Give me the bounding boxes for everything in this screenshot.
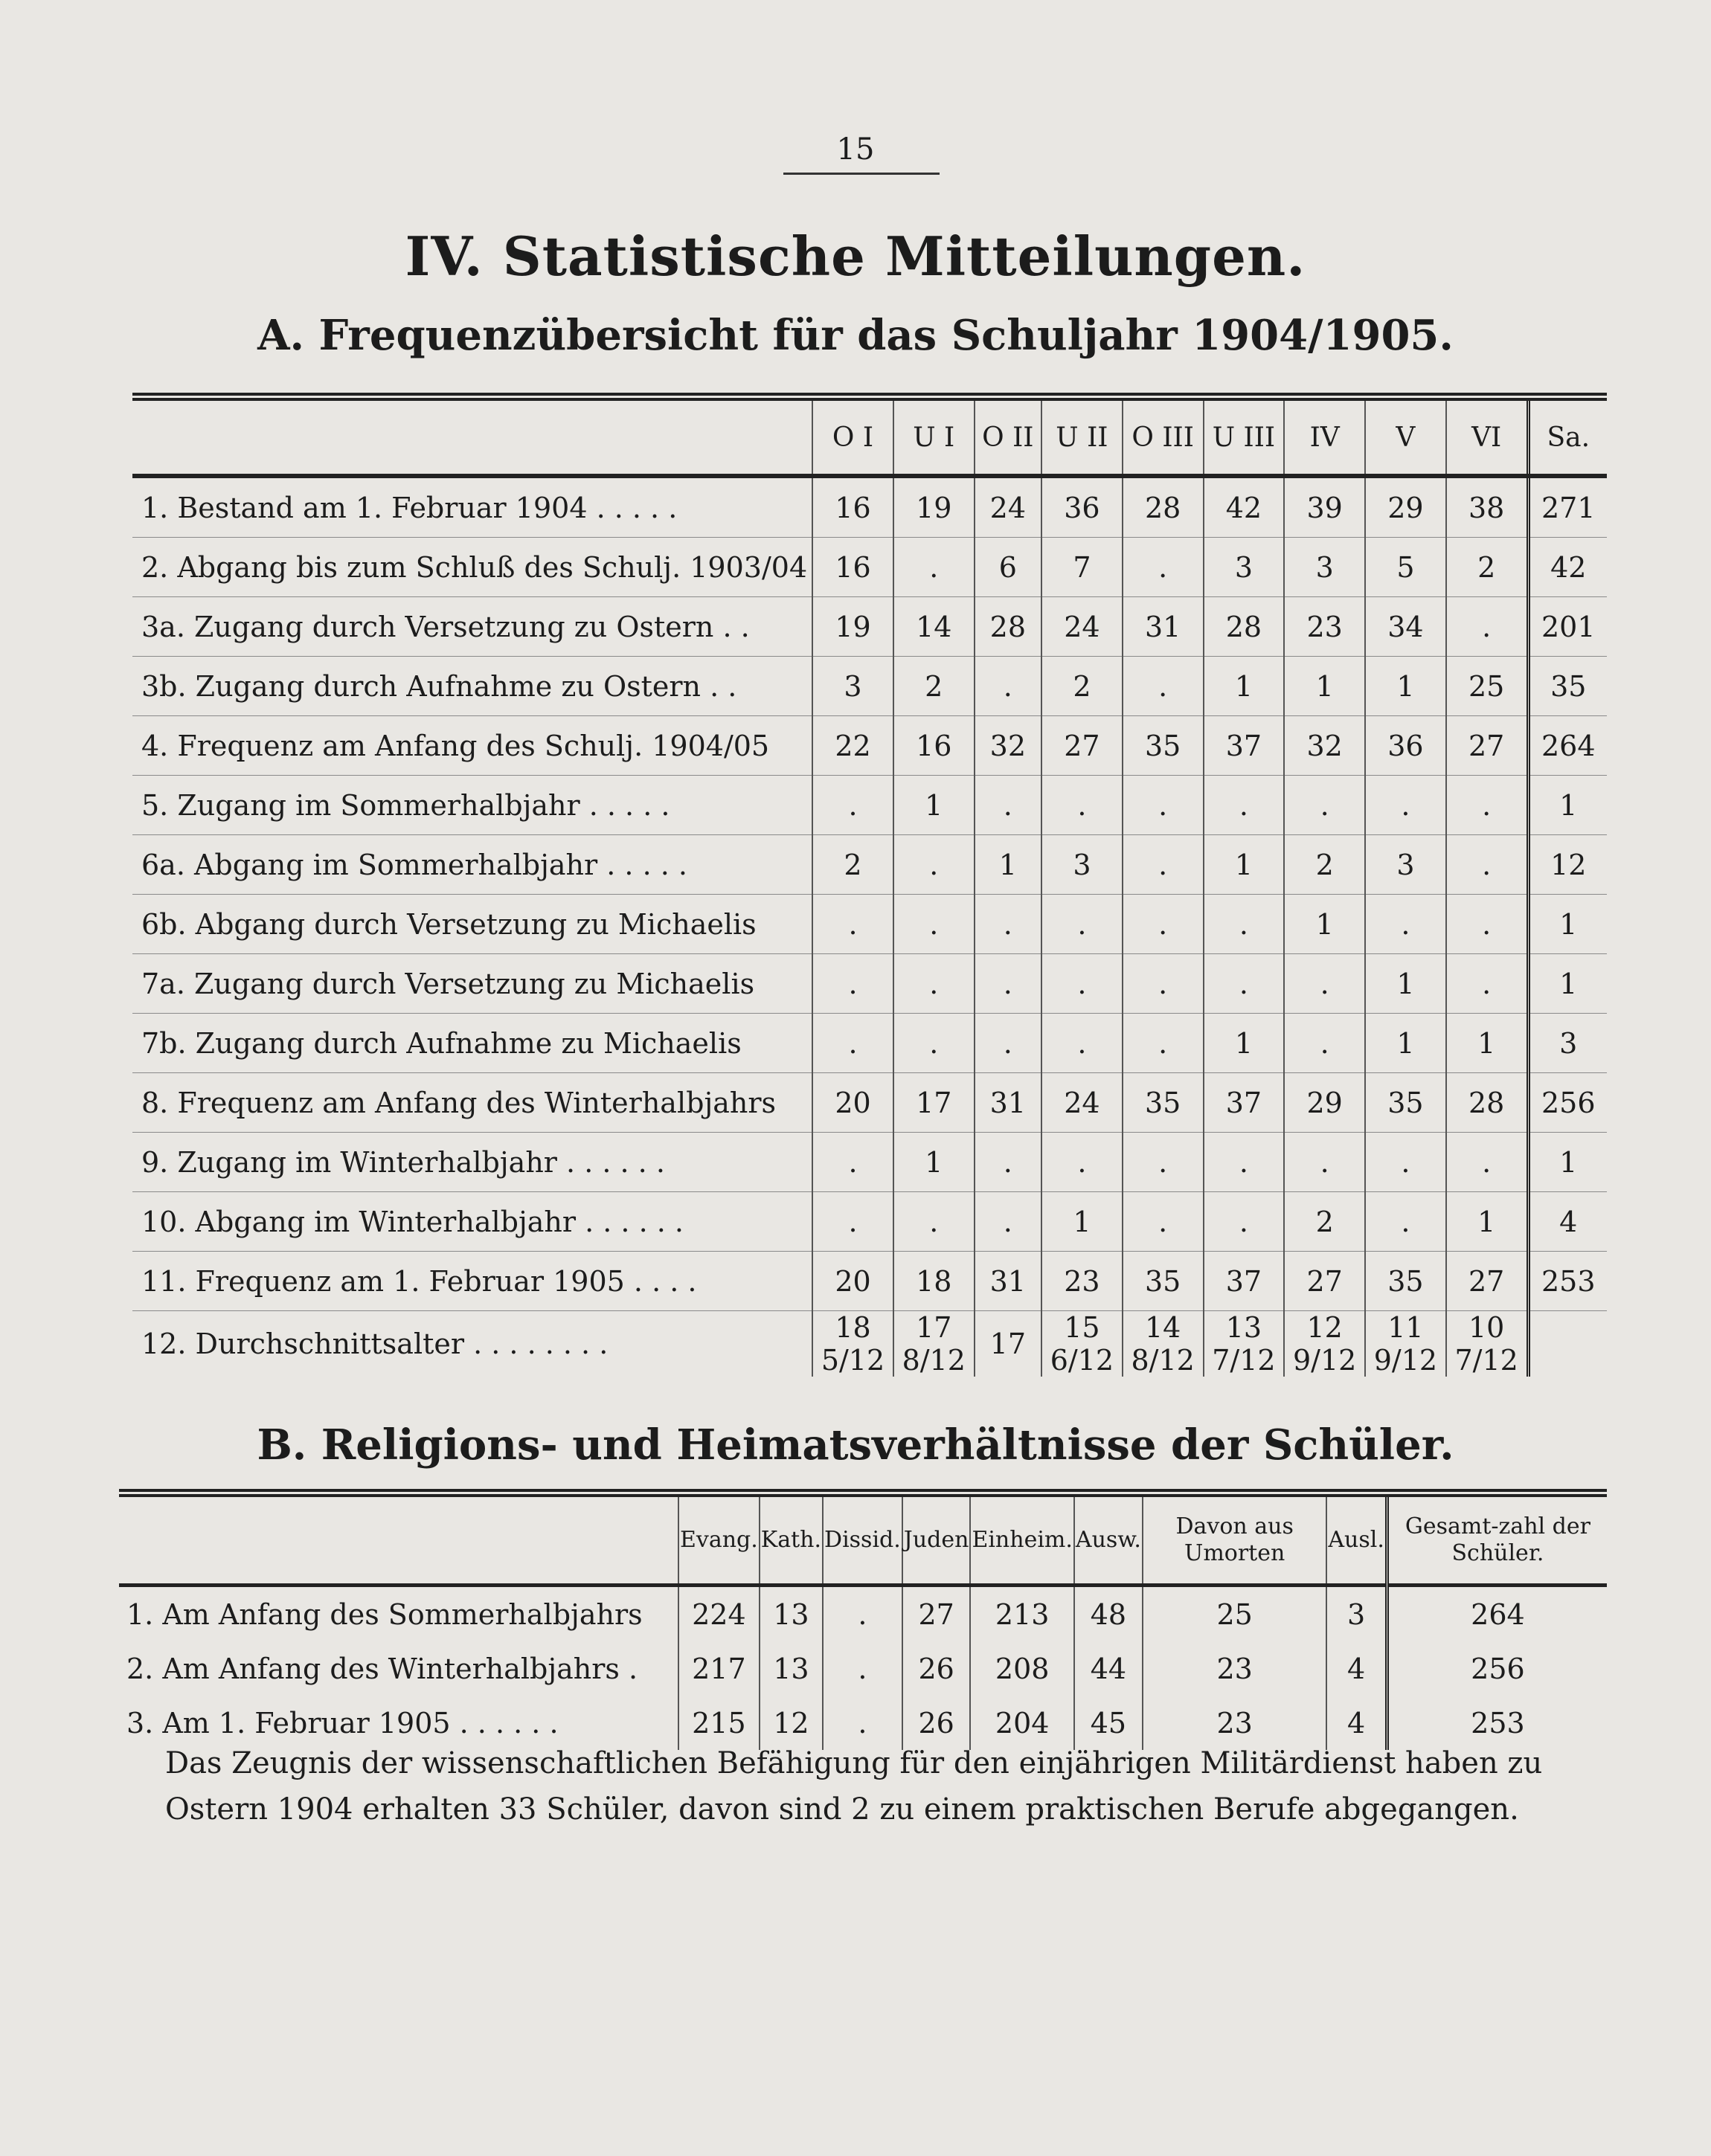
sum-cell: 12 (1528, 835, 1607, 895)
value-cell: . (1123, 895, 1204, 954)
religion-header-row (119, 1493, 1607, 1586)
col-header: Einheim. (970, 1493, 1073, 1586)
value-cell: 17 8/12 (893, 1311, 975, 1377)
value-cell: 18 (893, 1252, 975, 1311)
value-cell: 29 (1365, 476, 1446, 538)
footnote: Das Zeugnis der wissenschaftlichen Befähigung für den einjährigen Militärdienst haben zu Ostern 1904 erhalten 33 Schüler, davon sind 2 zu einem praktischen Berufe abgegangen. (165, 1746, 1543, 1827)
value-cell: . (1204, 1192, 1285, 1252)
value-cell: 1 (1204, 657, 1285, 716)
row-label: 7b. Zugang durch Aufnahme zu Michaelis (132, 1014, 812, 1073)
sum-cell: 1 (1528, 895, 1607, 954)
value-cell: 19 (893, 476, 975, 538)
row-label: 3b. Zugang durch Aufnahme zu Ostern . . (132, 657, 812, 716)
sum-cell: 4 (1528, 1192, 1607, 1252)
value-cell: 36 (1365, 716, 1446, 776)
value-cell: 17 (893, 1073, 975, 1133)
value-cell: . (823, 1641, 902, 1696)
value-cell: . (1123, 776, 1204, 835)
value-cell: . (1123, 657, 1204, 716)
row-label: 2. Abgang bis zum Schluß des Schulj. 1903/04 (132, 538, 812, 597)
col-header: O III (1123, 397, 1204, 477)
value-cell: 37 (1204, 1073, 1285, 1133)
row-label: 3a. Zugang durch Versetzung zu Ostern . . (132, 597, 812, 657)
value-cell: . (1284, 776, 1365, 835)
value-cell: . (975, 1133, 1041, 1192)
col-header: Kath. (760, 1493, 823, 1586)
value-cell: 27 (1041, 716, 1123, 776)
value-cell: . (1041, 954, 1123, 1014)
value-cell: . (823, 1696, 902, 1750)
col-header-sum: Gesamt-zahl der Schüler. (1387, 1493, 1607, 1586)
value-cell: 215 (678, 1696, 760, 1750)
value-cell: . (1204, 954, 1285, 1014)
frequency-row (132, 476, 1607, 538)
value-cell: 13 (760, 1586, 823, 1642)
value-cell: 28 (1446, 1073, 1528, 1133)
value-cell: 38 (1446, 476, 1528, 538)
value-cell: . (1284, 954, 1365, 1014)
value-cell: 1 (1204, 835, 1285, 895)
value-cell: 1 (1041, 1192, 1123, 1252)
value-cell: 1 (893, 776, 975, 835)
row-label: 6b. Abgang durch Versetzung zu Michaelis (132, 895, 812, 954)
value-cell: . (1204, 1133, 1285, 1192)
sum-cell: 264 (1387, 1586, 1607, 1642)
value-cell: 24 (1041, 1073, 1123, 1133)
value-cell: . (812, 895, 893, 954)
value-cell: 10 7/12 (1446, 1311, 1528, 1377)
row-label: 7a. Zugang durch Versetzung zu Michaelis (132, 954, 812, 1014)
value-cell: . (975, 895, 1041, 954)
value-cell: 3 (1204, 538, 1285, 597)
value-cell: 3 (812, 657, 893, 716)
value-cell: . (975, 954, 1041, 1014)
frequency-row (132, 1252, 1607, 1311)
sum-cell (1528, 1311, 1607, 1377)
value-cell: . (1041, 1014, 1123, 1073)
value-cell: 17 (975, 1311, 1041, 1377)
value-cell: 217 (678, 1641, 760, 1696)
value-cell: . (893, 835, 975, 895)
frequency-row (132, 716, 1607, 776)
value-cell: 31 (1123, 597, 1204, 657)
value-cell: . (1284, 1014, 1365, 1073)
value-cell: 16 (812, 476, 893, 538)
col-header: Ausl. (1326, 1493, 1387, 1586)
frequency-row (132, 776, 1607, 835)
value-cell: 45 (1074, 1696, 1143, 1750)
page-number-rule (783, 173, 940, 175)
row-label: 1. Am Anfang des Sommerhalbjahrs (126, 1597, 643, 1631)
row-label: 9. Zugang im Winterhalbjahr . . . . . . (132, 1133, 812, 1192)
sum-cell: 253 (1528, 1252, 1607, 1311)
col-header: VI (1446, 397, 1528, 477)
value-cell: 3 (1326, 1586, 1387, 1642)
value-cell: 2 (1041, 657, 1123, 716)
value-cell: 4 (1326, 1641, 1387, 1696)
value-cell: . (1446, 776, 1528, 835)
value-cell: . (1123, 1192, 1204, 1252)
value-cell: 23 (1143, 1696, 1326, 1750)
frequency-header-label (132, 397, 812, 477)
value-cell: 1 (1365, 657, 1446, 716)
value-cell: 3 (1365, 835, 1446, 895)
col-header: U II (1041, 397, 1123, 477)
value-cell: 2 (1284, 1192, 1365, 1252)
value-cell: . (1446, 1133, 1528, 1192)
religion-row (119, 1641, 1607, 1696)
value-cell: 25 (1143, 1586, 1326, 1642)
value-cell: 31 (975, 1252, 1041, 1311)
value-cell: 37 (1204, 716, 1285, 776)
frequency-row (132, 1192, 1607, 1252)
value-cell: 20 (812, 1073, 893, 1133)
sum-cell: 256 (1528, 1073, 1607, 1133)
value-cell: . (1284, 1133, 1365, 1192)
row-label: 5. Zugang im Sommerhalbjahr . . . . . (132, 776, 812, 835)
value-cell: . (893, 1192, 975, 1252)
value-cell: 224 (678, 1586, 760, 1642)
value-cell: . (893, 538, 975, 597)
row-label: 1. Bestand am 1. Februar 1904 . . . . . (132, 476, 812, 538)
col-header: Ausw. (1074, 1493, 1143, 1586)
value-cell: 1 (1365, 1014, 1446, 1073)
value-cell: . (1365, 895, 1446, 954)
col-header: V (1365, 397, 1446, 477)
value-cell: . (893, 954, 975, 1014)
religion-header-label (119, 1493, 678, 1586)
value-cell: 2 (1284, 835, 1365, 895)
value-cell: 1 (975, 835, 1041, 895)
value-cell: 3 (1284, 538, 1365, 597)
section-b-heading: B. Religions- und Heimatsverhältnisse der Schüler. (257, 1420, 1454, 1470)
col-header: IV (1284, 397, 1365, 477)
value-cell: 35 (1123, 1073, 1204, 1133)
value-cell: 35 (1365, 1252, 1446, 1311)
value-cell: 12 (760, 1696, 823, 1750)
value-cell: . (975, 657, 1041, 716)
row-label: 11. Frequenz am 1. Februar 1905 . . . . (132, 1252, 812, 1311)
value-cell: . (812, 1133, 893, 1192)
value-cell: . (1446, 954, 1528, 1014)
frequency-row (132, 1133, 1607, 1192)
value-cell: 2 (812, 835, 893, 895)
frequency-row (132, 895, 1607, 954)
value-cell: 24 (975, 476, 1041, 538)
value-cell: . (812, 1014, 893, 1073)
value-cell: 1 (1284, 657, 1365, 716)
frequency-row (132, 954, 1607, 1014)
value-cell: . (1123, 835, 1204, 895)
value-cell: . (1041, 895, 1123, 954)
value-cell: 32 (975, 716, 1041, 776)
value-cell: 1 (893, 1133, 975, 1192)
frequency-row (132, 597, 1607, 657)
row-label: 4. Frequenz am Anfang des Schulj. 1904/05 (132, 716, 812, 776)
frequency-row (132, 1073, 1607, 1133)
value-cell: 1 (1446, 1192, 1528, 1252)
value-cell: 11 9/12 (1365, 1311, 1446, 1377)
value-cell: 42 (1204, 476, 1285, 538)
value-cell: 15 6/12 (1041, 1311, 1123, 1377)
sum-cell: 42 (1528, 538, 1607, 597)
value-cell: 1 (1284, 895, 1365, 954)
main-heading: IV. Statistische Mitteilungen. (405, 225, 1306, 288)
value-cell: 13 7/12 (1204, 1311, 1285, 1377)
value-cell: 14 8/12 (1123, 1311, 1204, 1377)
value-cell: . (1446, 597, 1528, 657)
value-cell: . (1365, 1133, 1446, 1192)
value-cell: 36 (1041, 476, 1123, 538)
sum-cell: 201 (1528, 597, 1607, 657)
col-header: O II (975, 397, 1041, 477)
value-cell: 1 (1446, 1014, 1528, 1073)
value-cell: 28 (975, 597, 1041, 657)
col-header: U I (893, 397, 975, 477)
value-cell: 28 (1204, 597, 1285, 657)
value-cell: . (1365, 776, 1446, 835)
value-cell: 22 (812, 716, 893, 776)
row-label: 10. Abgang im Winterhalbjahr . . . . . . (132, 1192, 812, 1252)
value-cell: . (1204, 776, 1285, 835)
value-cell: . (1041, 776, 1123, 835)
value-cell: . (812, 776, 893, 835)
sum-cell: 3 (1528, 1014, 1607, 1073)
row-label: 12. Durchschnittsalter . . . . . . . . (141, 1328, 609, 1360)
frequency-row (132, 835, 1607, 895)
value-cell: . (1446, 895, 1528, 954)
frequency-header-row (132, 397, 1607, 477)
value-cell: 1 (1204, 1014, 1285, 1073)
value-cell: . (1123, 1133, 1204, 1192)
col-header-sum: Sa. (1528, 397, 1607, 477)
col-header: Davon aus Umorten (1143, 1493, 1326, 1586)
row-label: 3. Am 1. Februar 1905 . . . . . . (126, 1706, 559, 1740)
sum-cell: 1 (1528, 954, 1607, 1014)
value-cell: 208 (970, 1641, 1073, 1696)
value-cell: 16 (812, 538, 893, 597)
value-cell: 37 (1204, 1252, 1285, 1311)
value-cell: . (1365, 1192, 1446, 1252)
value-cell: 39 (1284, 476, 1365, 538)
value-cell: 23 (1143, 1641, 1326, 1696)
value-cell: . (1204, 895, 1285, 954)
value-cell: 48 (1074, 1586, 1143, 1642)
value-cell: 27 (902, 1586, 971, 1642)
value-cell: 44 (1074, 1641, 1143, 1696)
value-cell: 25 (1446, 657, 1528, 716)
sum-cell: 253 (1387, 1696, 1607, 1750)
col-header: U III (1204, 397, 1285, 477)
value-cell: 13 (760, 1641, 823, 1696)
sum-cell: 256 (1387, 1641, 1607, 1696)
value-cell: 1 (1365, 954, 1446, 1014)
sum-cell: 264 (1528, 716, 1607, 776)
value-cell: . (893, 895, 975, 954)
value-cell: . (975, 1014, 1041, 1073)
value-cell: 26 (902, 1696, 971, 1750)
value-cell: 12 9/12 (1284, 1311, 1365, 1377)
value-cell: 35 (1123, 716, 1204, 776)
section-a-heading: A. Frequenzübersicht für das Schuljahr 1904/1905. (257, 311, 1454, 360)
value-cell: 14 (893, 597, 975, 657)
value-cell: 27 (1446, 1252, 1528, 1311)
value-cell: 35 (1365, 1073, 1446, 1133)
value-cell: 26 (902, 1641, 971, 1696)
value-cell: 23 (1284, 597, 1365, 657)
col-header: Dissid. (823, 1493, 902, 1586)
value-cell: 28 (1123, 476, 1204, 538)
row-label: 2. Am Anfang des Winterhalbjahrs . (126, 1652, 638, 1685)
sum-cell: 271 (1528, 476, 1607, 538)
value-cell: . (823, 1586, 902, 1642)
sum-cell: 1 (1528, 1133, 1607, 1192)
row-label: 8. Frequenz am Anfang des Winterhalbjahrs (132, 1073, 812, 1133)
frequency-row (132, 1014, 1607, 1073)
value-cell: 16 (893, 716, 975, 776)
value-cell: . (1123, 1014, 1204, 1073)
value-cell: 204 (970, 1696, 1073, 1750)
value-cell: 20 (812, 1252, 893, 1311)
value-cell: 6 (975, 538, 1041, 597)
col-header: Juden (902, 1493, 971, 1586)
frequency-row (132, 538, 1607, 597)
value-cell: . (812, 954, 893, 1014)
value-cell: 24 (1041, 597, 1123, 657)
value-cell: 4 (1326, 1696, 1387, 1750)
religion-table (119, 1489, 1607, 1750)
frequency-table (132, 393, 1607, 1377)
value-cell: 19 (812, 597, 893, 657)
value-cell: 32 (1284, 716, 1365, 776)
value-cell: . (975, 776, 1041, 835)
value-cell: 213 (970, 1586, 1073, 1642)
value-cell: 35 (1123, 1252, 1204, 1311)
value-cell: 29 (1284, 1073, 1365, 1133)
value-cell: 27 (1446, 716, 1528, 776)
value-cell: 2 (893, 657, 975, 716)
value-cell: . (1123, 954, 1204, 1014)
value-cell: . (1446, 835, 1528, 895)
sum-cell: 1 (1528, 776, 1607, 835)
value-cell: 18 5/12 (812, 1311, 893, 1377)
row-label: 6a. Abgang im Sommerhalbjahr . . . . . (132, 835, 812, 895)
value-cell: 2 (1446, 538, 1528, 597)
sum-cell: 35 (1528, 657, 1607, 716)
value-cell: 31 (975, 1073, 1041, 1133)
value-cell: 27 (1284, 1252, 1365, 1311)
page-number: 15 (836, 132, 875, 167)
col-header: Evang. (678, 1493, 760, 1586)
value-cell: 23 (1041, 1252, 1123, 1311)
value-cell: . (893, 1014, 975, 1073)
frequency-row (132, 657, 1607, 716)
value-cell: . (812, 1192, 893, 1252)
frequency-row (132, 1311, 1607, 1377)
value-cell: . (1123, 538, 1204, 597)
value-cell: 3 (1041, 835, 1123, 895)
value-cell: 5 (1365, 538, 1446, 597)
value-cell: 34 (1365, 597, 1446, 657)
value-cell: . (975, 1192, 1041, 1252)
value-cell: 7 (1041, 538, 1123, 597)
religion-row (119, 1586, 1607, 1642)
col-header: O I (812, 397, 893, 477)
value-cell: . (1041, 1133, 1123, 1192)
